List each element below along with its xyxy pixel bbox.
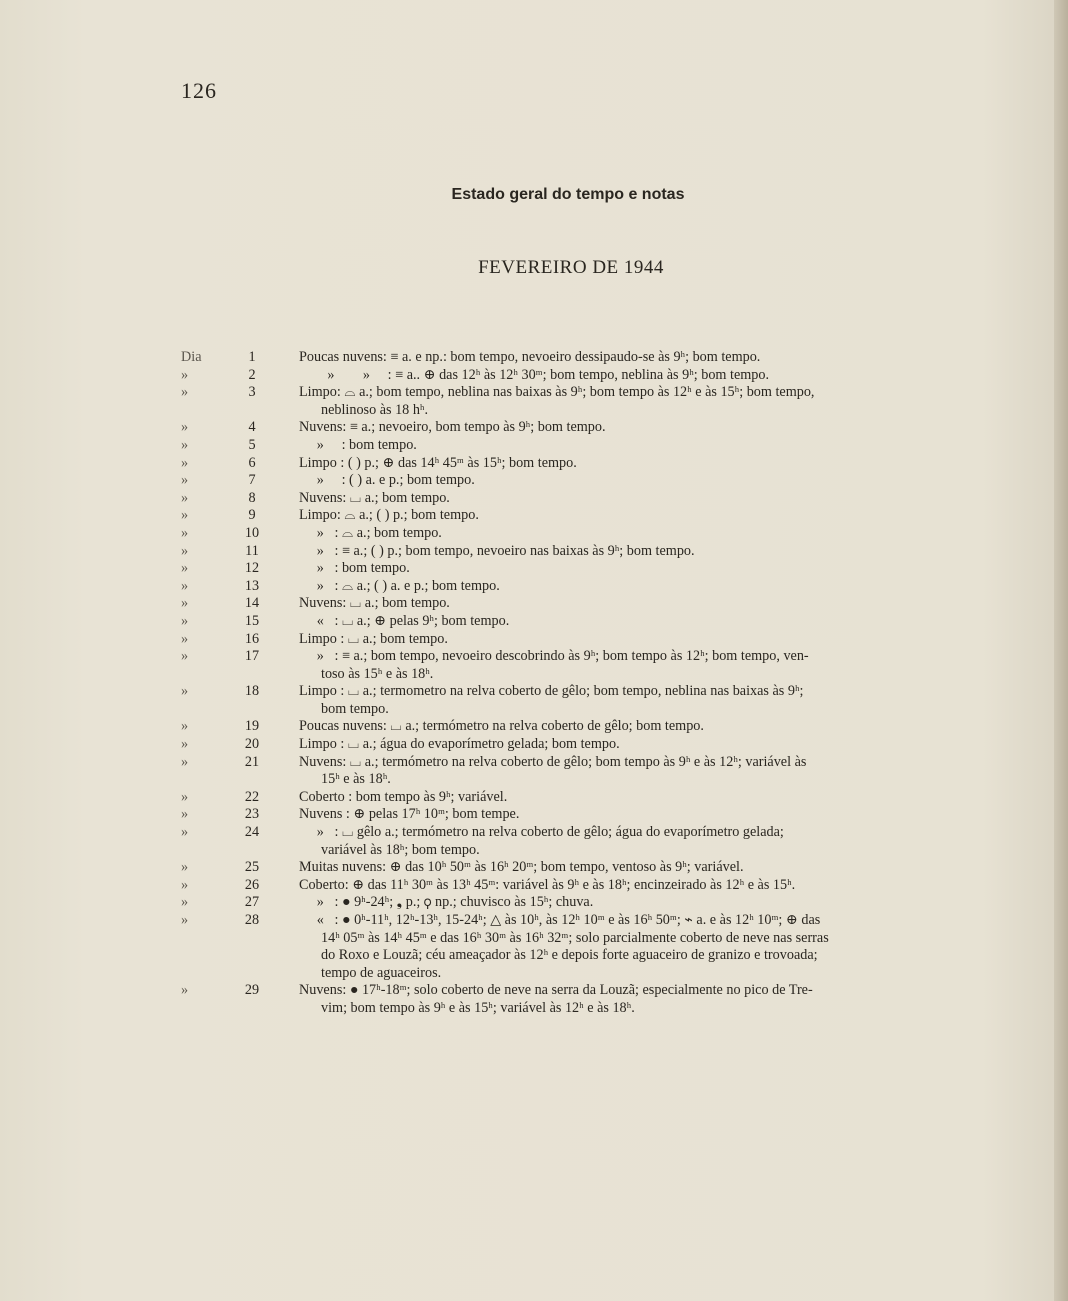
note-line: » : ≡ a.; bom tempo, nevoeiro descobrindo às 9ʰ; bom tempo às 12ʰ; bom tempo, ven- [299,648,809,665]
day-number: 16 [244,630,260,647]
day-number: 6 [248,454,256,471]
note-line: » » : ≡ a.. ⊕ das 12ʰ às 12ʰ 30ᵐ; bom tempo, neblina às 9ʰ; bom tempo. [299,366,770,383]
day-row [0,631,1068,649]
day-row [0,982,1068,1017]
month-heading: FEVEREIRO DE 1944 [478,257,664,278]
weather-note [299,384,959,419]
note-line: vim; bom tempo às 9ʰ e às 15ʰ; variável às 12ʰ e às 18ʰ. [321,999,635,1016]
note-line: Poucas nuvens: ⌴ a.; termómetro na relva coberto de gêlo; bom tempo. [299,718,704,735]
note-line: neblinoso às 18 hʰ. [321,401,429,418]
note-line: Muitas nuvens: ⊕ das 10ʰ 50ᵐ às 16ʰ 20ᵐ; bom tempo, ventoso às 9ʰ; variável. [299,859,744,876]
day-row [0,490,1068,508]
day-row [0,560,1068,578]
day-row [0,578,1068,596]
day-label: » [181,824,189,841]
day-row [0,754,1068,789]
weather-note [299,349,959,367]
day-row [0,718,1068,736]
weather-note [299,859,959,877]
page-title: Estado geral do tempo e notas [451,186,685,203]
day-row [0,877,1068,895]
weather-note [299,472,959,490]
note-line: 14ʰ 05ᵐ às 14ʰ 45ᵐ e das 16ʰ 30ᵐ às 16ʰ 32ᵐ; solo parcialmente coberto de neve nas serras [321,929,829,946]
day-row [0,507,1068,525]
day-row [0,455,1068,473]
weather-note [299,736,959,754]
day-label: » [181,753,189,770]
day-label: » [181,419,189,436]
weather-note [299,507,959,525]
day-row [0,437,1068,455]
day-label: » [181,982,189,999]
day-number: 4 [248,419,256,436]
day-row [0,472,1068,490]
page-number: 126 [181,78,217,103]
day-number: 7 [248,472,256,489]
note-line: » : ≡ a.; ( ) p.; bom tempo, nevoeiro nas baixas às 9ʰ; bom tempo. [299,542,695,559]
note-line: » : ⌴ gêlo a.; termómetro na relva coberto de gêlo; água do evaporímetro gelada; [299,824,784,841]
weather-note [299,490,959,508]
weather-note [299,754,959,789]
note-line: Nuvens: ● 17ʰ-18ᵐ; solo coberto de neve na serra da Louzã; especialmente no pico de Tre- [299,982,813,999]
note-line: Coberto: ⊕ das 11ʰ 30ᵐ às 13ʰ 45ᵐ: variável às 9ʰ e às 18ʰ; encinzeirado às 12ʰ e às 15ʰ. [299,876,796,893]
day-number: 17 [244,648,260,665]
day-row [0,859,1068,877]
note-line: Nuvens: ≡ a.; nevoeiro, bom tempo às 9ʰ; bom tempo. [299,419,606,436]
weather-note [299,631,959,649]
day-label: » [181,894,189,911]
day-label: » [181,507,189,524]
weather-note [299,683,959,718]
weather-note [299,894,959,912]
day-number: 22 [244,788,260,805]
day-number: 9 [248,507,256,524]
day-label: » [181,806,189,823]
day-number: 8 [248,489,256,506]
day-row [0,824,1068,859]
weather-note [299,982,959,1017]
day-label: » [181,577,189,594]
day-number: 29 [244,982,260,999]
day-label: » [181,595,189,612]
note-line: bom tempo. [321,700,389,717]
weather-note [299,367,959,385]
weather-note [299,613,959,631]
weather-note [299,543,959,561]
daily-notes-list [0,349,1068,1018]
weather-note [299,578,959,596]
day-label: » [181,454,189,471]
weather-note [299,912,959,982]
note-line: 15ʰ e às 18ʰ. [321,771,391,788]
note-line: Poucas nuvens: ≡ a. e np.: bom tempo, nevoeiro dessipaudo-se às 9ʰ; bom tempo. [299,349,761,365]
day-label: » [181,683,189,700]
day-label: » [181,788,189,805]
note-line: Limpo : ⌴ a.; termometro na relva coberto de gêlo; bom tempo, neblina nas baixas às 9ʰ; [299,683,804,700]
day-label: » [181,384,189,401]
note-line: » : ⌓ a.; bom tempo. [299,524,442,541]
day-label: » [181,542,189,559]
day-number: 11 [245,542,259,559]
day-row [0,367,1068,385]
day-label: » [181,612,189,629]
day-number: 14 [244,595,260,612]
day-row [0,384,1068,419]
day-number: 20 [244,736,260,753]
day-row [0,806,1068,824]
day-number: 26 [244,876,260,893]
note-line: Nuvens : ⊕ pelas 17ʰ 10ᵐ; bom tempe. [299,806,520,823]
note-line: Coberto : bom tempo às 9ʰ; variável. [299,788,508,805]
note-line: » : ⌓ a.; ( ) a. e p.; bom tempo. [299,577,500,594]
day-row [0,419,1068,437]
note-line: variável às 18ʰ; bom tempo. [321,841,480,858]
day-number: 5 [248,436,256,453]
note-line: Limpo : ( ) p.; ⊕ das 14ʰ 45ᵐ às 15ʰ; bom tempo. [299,454,577,471]
day-row [0,789,1068,807]
weather-note [299,419,959,437]
day-row [0,683,1068,718]
day-label: » [181,436,189,453]
day-row [0,648,1068,683]
day-number: 1 [248,349,256,365]
day-number: 3 [248,384,256,401]
day-number: 23 [244,806,260,823]
day-number: 13 [244,577,260,594]
note-line: Limpo : ⌴ a.; água do evaporímetro gelada; bom tempo. [299,736,620,753]
note-line: Limpo: ⌓ a.; ( ) p.; bom tempo. [299,507,479,524]
day-number: 2 [248,366,256,383]
note-line: Nuvens: ⌴ a.; termómetro na relva coberto de gêlo; bom tempo às 9ʰ e às 12ʰ; variável às [299,753,807,770]
weather-note [299,560,959,578]
note-line: » : ● 9ʰ-24ʰ; ❟ p.; ⚲ np.; chuvisco às 15ʰ; chuva. [299,894,594,911]
day-row [0,912,1068,982]
day-row [0,736,1068,754]
note-line: » : bom tempo. [299,560,410,577]
day-label: » [181,876,189,893]
weather-note [299,806,959,824]
day-number: 21 [244,753,260,770]
note-line: Limpo: ⌓ a.; bom tempo, neblina nas baixas às 9ʰ; bom tempo às 12ʰ e às 15ʰ; bom tempo, [299,384,815,401]
day-label: » [181,524,189,541]
day-number: 18 [244,683,260,700]
note-line: « : ⌴ a.; ⊕ pelas 9ʰ; bom tempo. [299,612,510,629]
day-row [0,894,1068,912]
weather-note [299,877,959,895]
day-label: » [181,630,189,647]
weather-note [299,455,959,473]
weather-note [299,718,959,736]
day-label: » [181,648,189,665]
note-line: Limpo : ⌴ a.; bom tempo. [299,630,448,647]
day-number: 15 [244,612,260,629]
weather-note [299,648,959,683]
day-row [0,543,1068,561]
day-label: » [181,859,189,876]
note-line: do Roxo e Louzã; céu ameaçador às 12ʰ e depois forte aguaceiro de granizo e trovoada; [321,947,818,964]
day-number: 12 [244,560,260,577]
weather-note [299,595,959,613]
day-label: » [181,489,189,506]
weather-note [299,789,959,807]
weather-note [299,437,959,455]
day-label: » [181,560,189,577]
day-label: Dia [181,349,202,365]
note-line: « : ● 0ʰ-11ʰ, 12ʰ-13ʰ, 15-24ʰ; △ às 10ʰ, às 12ʰ 10ᵐ e às 16ʰ 50ᵐ; ⌁ a. e às 12ʰ 10ᵐ; ⊕ das [299,912,821,928]
day-row [0,595,1068,613]
day-number: 25 [244,859,260,876]
day-number: 28 [244,912,260,928]
day-row [0,525,1068,543]
day-label: » [181,366,189,383]
day-number: 19 [244,718,260,735]
day-number: 27 [244,894,260,911]
note-line: » : bom tempo. [299,436,417,453]
day-number: 10 [244,524,260,541]
note-line: Nuvens: ⌴ a.; bom tempo. [299,595,450,612]
weather-note [299,525,959,543]
weather-note [299,824,959,859]
day-number: 24 [244,824,260,841]
day-label: » [181,912,189,928]
day-label: » [181,472,189,489]
day-row [0,613,1068,631]
note-line: toso às 15ʰ e às 18ʰ. [321,665,434,682]
day-row [0,349,1068,367]
note-line: » : ( ) a. e p.; bom tempo. [299,472,475,489]
note-line: Nuvens: ⌴ a.; bom tempo. [299,489,450,506]
day-label: » [181,718,189,735]
note-line: tempo de aguaceiros. [321,964,442,981]
day-label: » [181,736,189,753]
